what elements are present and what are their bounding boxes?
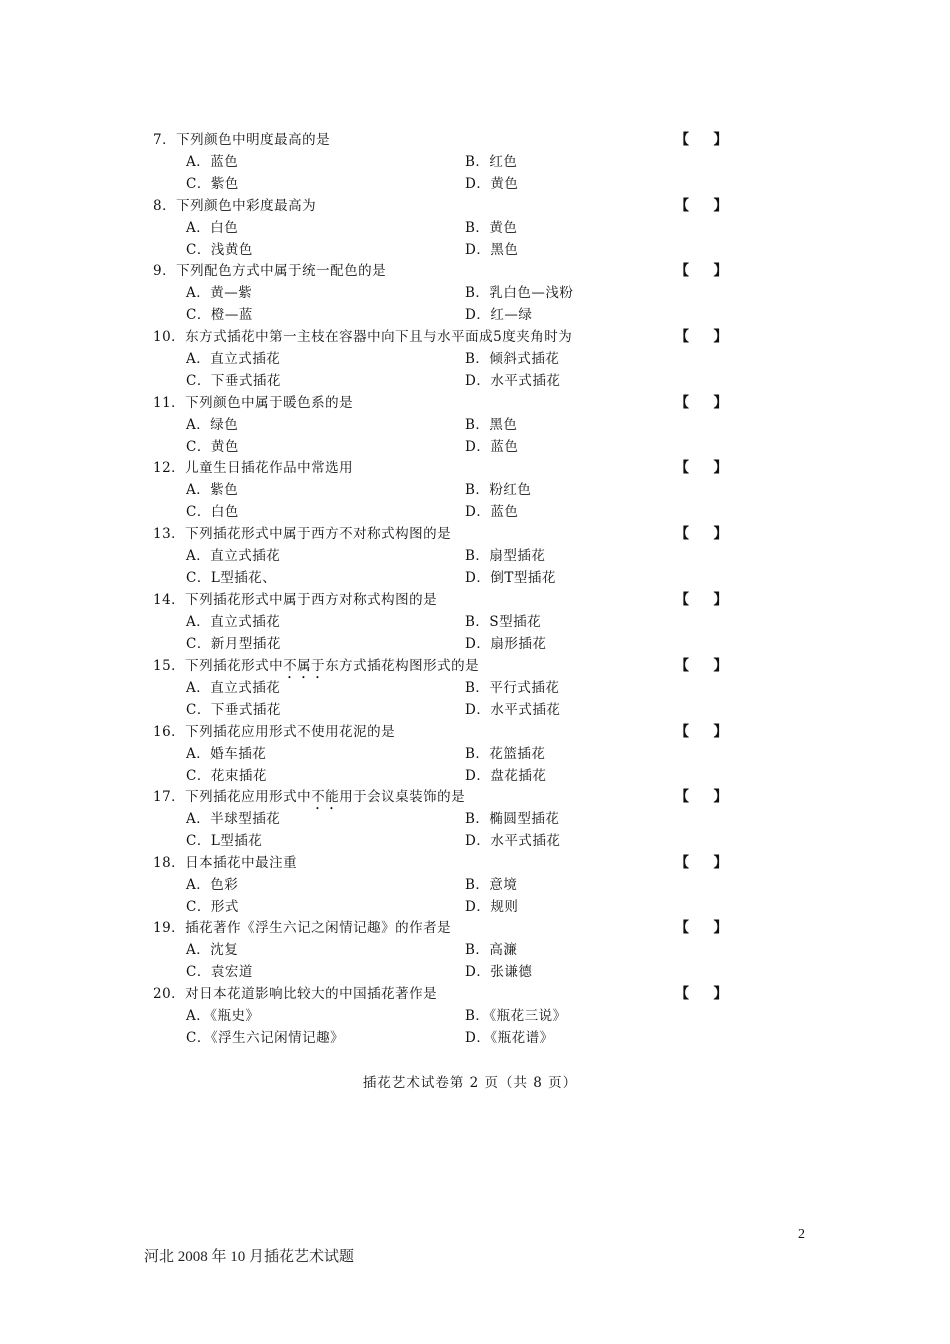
question-stem: 19．插花著作《浮生六记之闲情记趣》的作者是 — [153, 920, 452, 936]
exam-page-footer-text: 插花艺术试卷第 2 页（共 8 页） — [362, 1075, 578, 1091]
answer-bracket: 【 】 — [675, 592, 729, 608]
option-b: B．意境 — [465, 877, 518, 893]
question-stem: 14．下列插花形式中属于西方对称式构图的是 — [153, 592, 438, 608]
question-16 — [0, 722, 950, 788]
option-c: C．浅黄色 — [186, 242, 253, 258]
option-a: A．绿色 — [186, 417, 239, 433]
option-a: A．直立式插花 — [186, 548, 281, 564]
option-a: A．白色 — [186, 220, 239, 236]
option-c: C．下垂式插花 — [186, 702, 281, 718]
answer-bracket: 【 】 — [675, 855, 729, 871]
option-d: D．水平式插花 — [465, 702, 561, 718]
answer-bracket: 【 】 — [675, 789, 729, 805]
question-13 — [0, 524, 950, 590]
option-a: A．直立式插花 — [186, 680, 281, 696]
question-stem: 18．日本插花中最注重 — [153, 855, 298, 871]
option-c: C．黄色 — [186, 439, 239, 455]
option-d: D．张谦德 — [465, 964, 533, 980]
option-a: A．蓝色 — [186, 154, 239, 170]
option-c: C．《浮生六记闲情记趣》 — [186, 1030, 345, 1046]
question-14 — [0, 590, 950, 656]
question-20 — [0, 984, 950, 1050]
option-b: B．花篮插花 — [465, 746, 546, 762]
page-number: 2 — [798, 1227, 805, 1242]
option-b: B．倾斜式插花 — [465, 351, 560, 367]
option-c: C．下垂式插花 — [186, 373, 281, 389]
option-d: D．蓝色 — [465, 504, 519, 520]
question-11 — [0, 393, 950, 459]
option-c: C．袁宏道 — [186, 964, 253, 980]
question-stem: 10．东方式插花中第一主枝在容器中向下且与水平面成5度夹角时为 — [153, 329, 573, 345]
option-b: B．《瓶花三说》 — [465, 1008, 567, 1024]
option-a: A．半球型插花 — [186, 811, 281, 827]
answer-bracket: 【 】 — [675, 132, 729, 148]
question-18 — [0, 853, 950, 919]
option-b: B．黑色 — [465, 417, 518, 433]
answer-bracket: 【 】 — [675, 263, 729, 279]
option-d: D．倒T型插花 — [465, 570, 556, 586]
option-d: D．水平式插花 — [465, 833, 561, 849]
answer-bracket: 【 】 — [675, 460, 729, 476]
option-a: A．沈复 — [186, 942, 239, 958]
option-b: B．红色 — [465, 154, 518, 170]
question-stem: 11．下列颜色中属于暖色系的是 — [153, 395, 354, 411]
stem-text: 15．下列插花形式中 — [153, 658, 284, 674]
option-d: D．红—绿 — [465, 307, 533, 323]
answer-bracket: 【 】 — [675, 658, 729, 674]
option-b: B．平行式插花 — [465, 680, 560, 696]
option-a: A．直立式插花 — [186, 351, 281, 367]
option-d: D．规则 — [465, 899, 519, 915]
question-stem: 13．下列插花形式中属于西方不对称式构图的是 — [153, 526, 452, 542]
question-7 — [0, 130, 950, 196]
option-b: B．粉红色 — [465, 482, 532, 498]
stem-text: 东方式插花构图形式的是 — [325, 658, 480, 674]
option-c: C．形式 — [186, 899, 239, 915]
question-stem: 16．下列插花应用形式不使用花泥的是 — [153, 724, 396, 740]
option-c: C．L型插花 — [186, 833, 263, 849]
option-a: A．黄—紫 — [186, 285, 253, 301]
question-17 — [0, 787, 950, 853]
option-d: D．扇形插花 — [465, 636, 547, 652]
option-a: A．直立式插花 — [186, 614, 281, 630]
question-19 — [0, 918, 950, 984]
question-12 — [0, 458, 950, 524]
option-b: B．S型插花 — [465, 614, 542, 630]
option-a: A．紫色 — [186, 482, 239, 498]
answer-bracket: 【 】 — [675, 526, 729, 542]
option-b: B．扇型插花 — [465, 548, 546, 564]
answer-bracket: 【 】 — [675, 920, 729, 936]
document-title: 河北 2008 年 10 月插花艺术试题 — [144, 1249, 355, 1265]
option-a: A．《瓶史》 — [186, 1008, 260, 1024]
question-10 — [0, 327, 950, 393]
question-stem: 12．儿童生日插花作品中常选用 — [153, 460, 354, 476]
question-stem: 7．下列颜色中明度最高的是 — [153, 132, 331, 148]
question-stem: 8．下列颜色中彩度最高为 — [153, 198, 317, 214]
option-d: D．《瓶花谱》 — [465, 1030, 554, 1046]
answer-bracket: 【 】 — [675, 329, 729, 345]
option-b: B．乳白色—浅粉 — [465, 285, 574, 301]
answer-bracket: 【 】 — [675, 395, 729, 411]
option-c: C．白色 — [186, 504, 239, 520]
question-stem: 20．对日本花道影响比较大的中国插花著作是 — [153, 986, 438, 1002]
emphasized-text: 不能 — [311, 789, 340, 805]
option-b: B．黄色 — [465, 220, 518, 236]
option-c: C．新月型插花 — [186, 636, 281, 652]
exam-page-footer — [0, 1071, 950, 1091]
question-9 — [0, 261, 950, 327]
option-d: D．盘花插花 — [465, 768, 547, 784]
option-d: D．水平式插花 — [465, 373, 561, 389]
option-d: D．黄色 — [465, 176, 519, 192]
answer-bracket: 【 】 — [675, 724, 729, 740]
question-15 — [0, 656, 950, 722]
emphasized-text: 不属于 — [283, 658, 326, 674]
question-8 — [0, 196, 950, 262]
question-stem: 9．下列配色方式中属于统一配色的是 — [153, 263, 387, 279]
option-d: D．黑色 — [465, 242, 519, 258]
option-d: D．蓝色 — [465, 439, 519, 455]
stem-text: 用于会议桌装饰的是 — [339, 789, 466, 805]
option-c: C．L型插花、 — [186, 570, 277, 586]
option-b: B．高濂 — [465, 942, 518, 958]
option-b: B．椭圆型插花 — [465, 811, 560, 827]
stem-text: 17．下列插花应用形式中 — [153, 789, 312, 805]
option-c: C．花束插花 — [186, 768, 267, 784]
answer-bracket: 【 】 — [675, 198, 729, 214]
option-a: A．色彩 — [186, 877, 239, 893]
option-c: C．紫色 — [186, 176, 239, 192]
option-c: C．橙—蓝 — [186, 307, 253, 323]
option-a: A．婚车插花 — [186, 746, 267, 762]
answer-bracket: 【 】 — [675, 986, 729, 1002]
